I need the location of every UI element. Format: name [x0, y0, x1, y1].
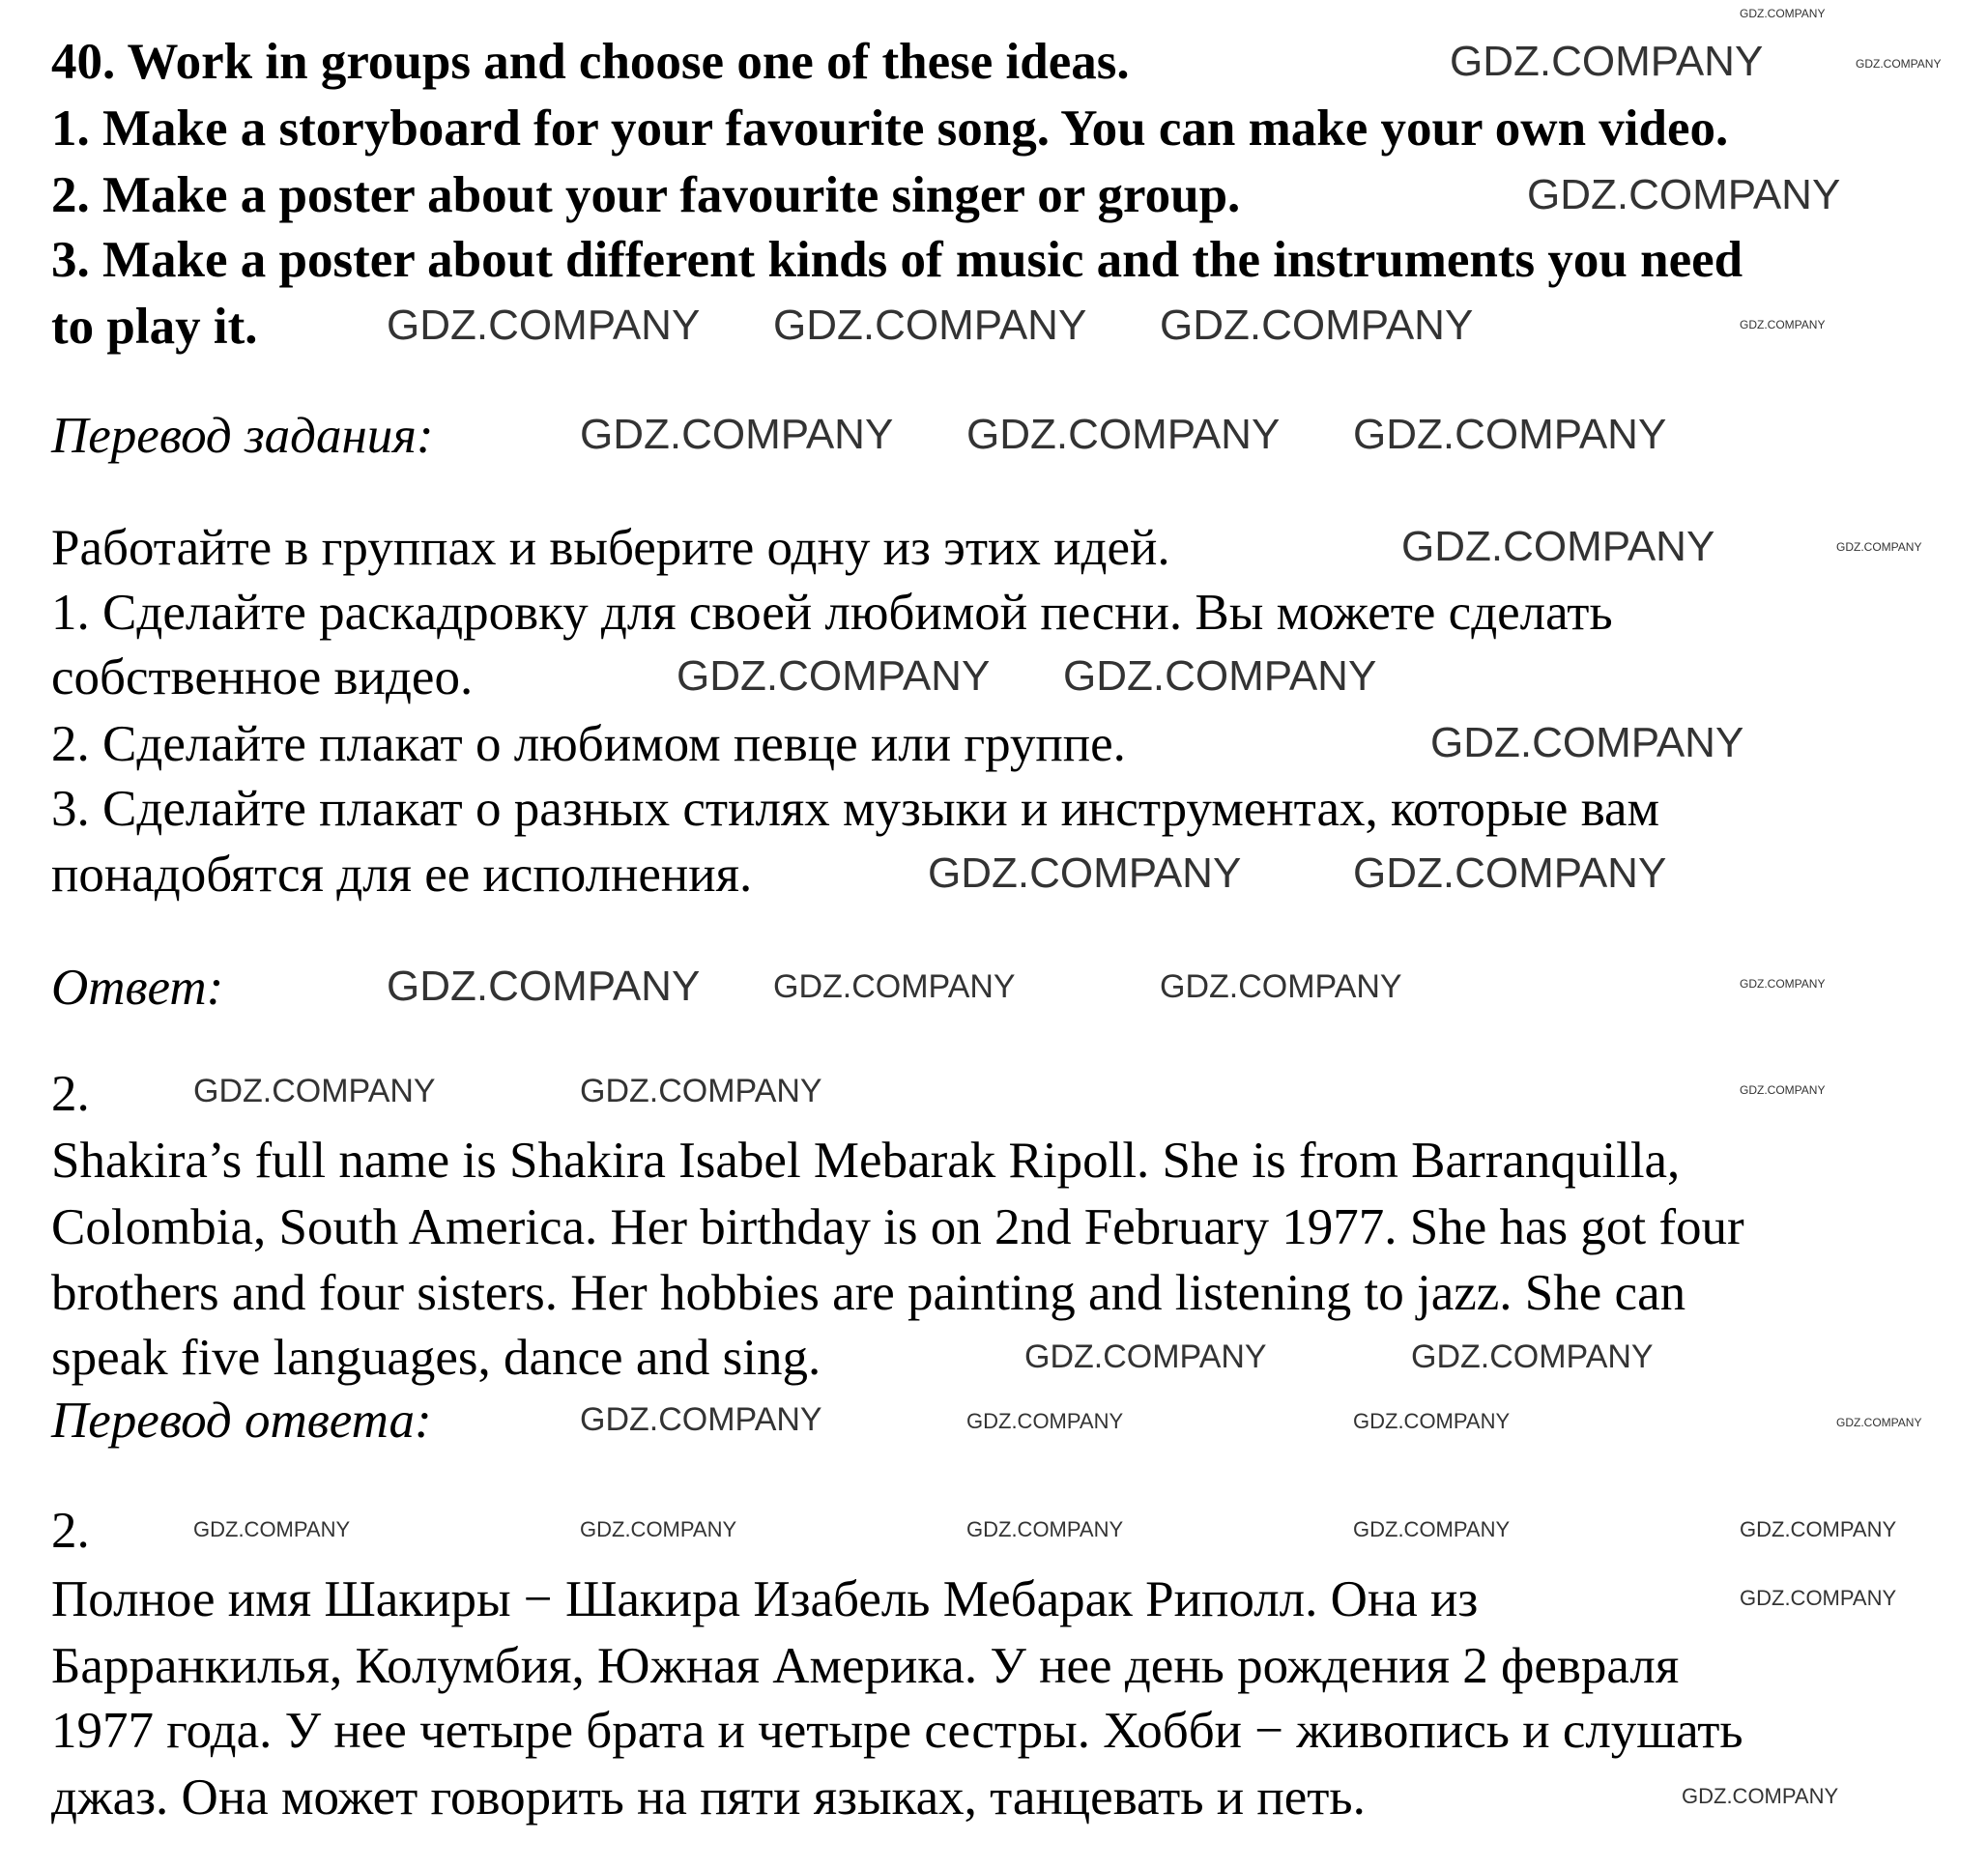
watermark: GDZ.COMPANY [1682, 1784, 1839, 1808]
answer-translation-line: Полное имя Шакиры − Шакира Изабель Мебарак Риполл. Она из [51, 1571, 1479, 1627]
watermark: GDZ.COMPANY [1353, 411, 1667, 458]
watermark: GDZ.COMPANY [580, 1401, 822, 1438]
watermark: GDZ.COMPANY [1430, 719, 1744, 766]
watermark: GDZ.COMPANY [1024, 1338, 1267, 1375]
task-item: 3. Make a poster about different kinds of music and the instruments you need [51, 232, 1743, 288]
answer-line: Colombia, South America. Her birthday is on 2nd February 1977. She has got four [51, 1199, 1744, 1255]
answer-line: brothers and four sisters. Her hobbies are painting and listening to jazz. She can [51, 1265, 1686, 1321]
watermark: GDZ.COMPANY [1740, 1083, 1826, 1097]
watermark: GDZ.COMPANY [677, 652, 991, 700]
watermark: GDZ.COMPANY [1836, 540, 1922, 554]
watermark: GDZ.COMPANY [580, 1517, 737, 1541]
task-title: 40. Work in groups and choose one of these ideas. [51, 34, 1130, 90]
watermark: GDZ.COMPANY [1740, 7, 1826, 20]
watermark: GDZ.COMPANY [1160, 968, 1402, 1005]
answer-translation-number: 2. [51, 1503, 90, 1559]
watermark: GDZ.COMPANY [193, 1073, 436, 1109]
watermark: GDZ.COMPANY [1160, 302, 1474, 349]
answer-line: Shakira’s full name is Shakira Isabel Mebarak Ripoll. She is from Barranquilla, [51, 1133, 1681, 1189]
watermark: GDZ.COMPANY [1740, 1586, 1897, 1610]
answer-translation-line: Барранкилья, Колумбия, Южная Америка. У нее день рождения 2 февраля [51, 1638, 1680, 1694]
answer-translation-heading: Перевод ответа: [51, 1393, 432, 1449]
watermark: GDZ.COMPANY [1856, 57, 1942, 71]
task-item: 1. Make a storyboard for your favourite song. You can make your own video. [51, 101, 1729, 157]
answer-translation-line: 1977 года. У нее четыре брата и четыре сестры. Хобби − живопись и слушать [51, 1703, 1743, 1759]
watermark: GDZ.COMPANY [773, 968, 1016, 1005]
translation-line: 3. Сделайте плакат о разных стилях музыки и инструментах, которые вам [51, 781, 1660, 837]
watermark: GDZ.COMPANY [580, 1073, 822, 1109]
watermark: GDZ.COMPANY [966, 1409, 1124, 1433]
task-translation-heading: Перевод задания: [51, 408, 434, 464]
watermark: GDZ.COMPANY [928, 849, 1242, 897]
watermark: GDZ.COMPANY [1527, 171, 1841, 218]
watermark: GDZ.COMPANY [773, 302, 1087, 349]
watermark: GDZ.COMPANY [1740, 318, 1826, 331]
watermark: GDZ.COMPANY [966, 411, 1281, 458]
translation-line: 1. Сделайте раскадровку для своей любимой песни. Вы можете сделать [51, 585, 1613, 641]
watermark: GDZ.COMPANY [1740, 977, 1826, 991]
task-item: to play it. [51, 299, 258, 355]
translation-line: 2. Сделайте плакат о любимом певце или группе. [51, 716, 1126, 772]
translation-line: собственное видео. [51, 649, 474, 705]
watermark: GDZ.COMPANY [1740, 1517, 1897, 1541]
watermark: GDZ.COMPANY [387, 963, 701, 1010]
watermark: GDZ.COMPANY [1836, 1416, 1922, 1429]
watermark: GDZ.COMPANY [1450, 38, 1764, 85]
watermark: GDZ.COMPANY [387, 302, 701, 349]
watermark: GDZ.COMPANY [1353, 1409, 1511, 1433]
watermark: GDZ.COMPANY [1063, 652, 1377, 700]
watermark: GDZ.COMPANY [1411, 1338, 1654, 1375]
answer-line: speak five languages, dance and sing. [51, 1330, 821, 1386]
translation-line: понадобятся для ее исполнения. [51, 847, 753, 903]
answer-heading: Ответ: [51, 960, 224, 1016]
watermark: GDZ.COMPANY [193, 1517, 351, 1541]
watermark: GDZ.COMPANY [966, 1517, 1124, 1541]
task-item: 2. Make a poster about your favourite singer or group. [51, 167, 1241, 223]
watermark: GDZ.COMPANY [1353, 849, 1667, 897]
answer-number: 2. [51, 1066, 90, 1122]
answer-translation-line: джаз. Она может говорить на пяти языках, танцевать и петь. [51, 1769, 1366, 1826]
watermark: GDZ.COMPANY [580, 411, 894, 458]
translation-line: Работайте в группах и выберите одну из этих идей. [51, 520, 1170, 576]
watermark: GDZ.COMPANY [1401, 523, 1715, 570]
watermark: GDZ.COMPANY [1353, 1517, 1511, 1541]
